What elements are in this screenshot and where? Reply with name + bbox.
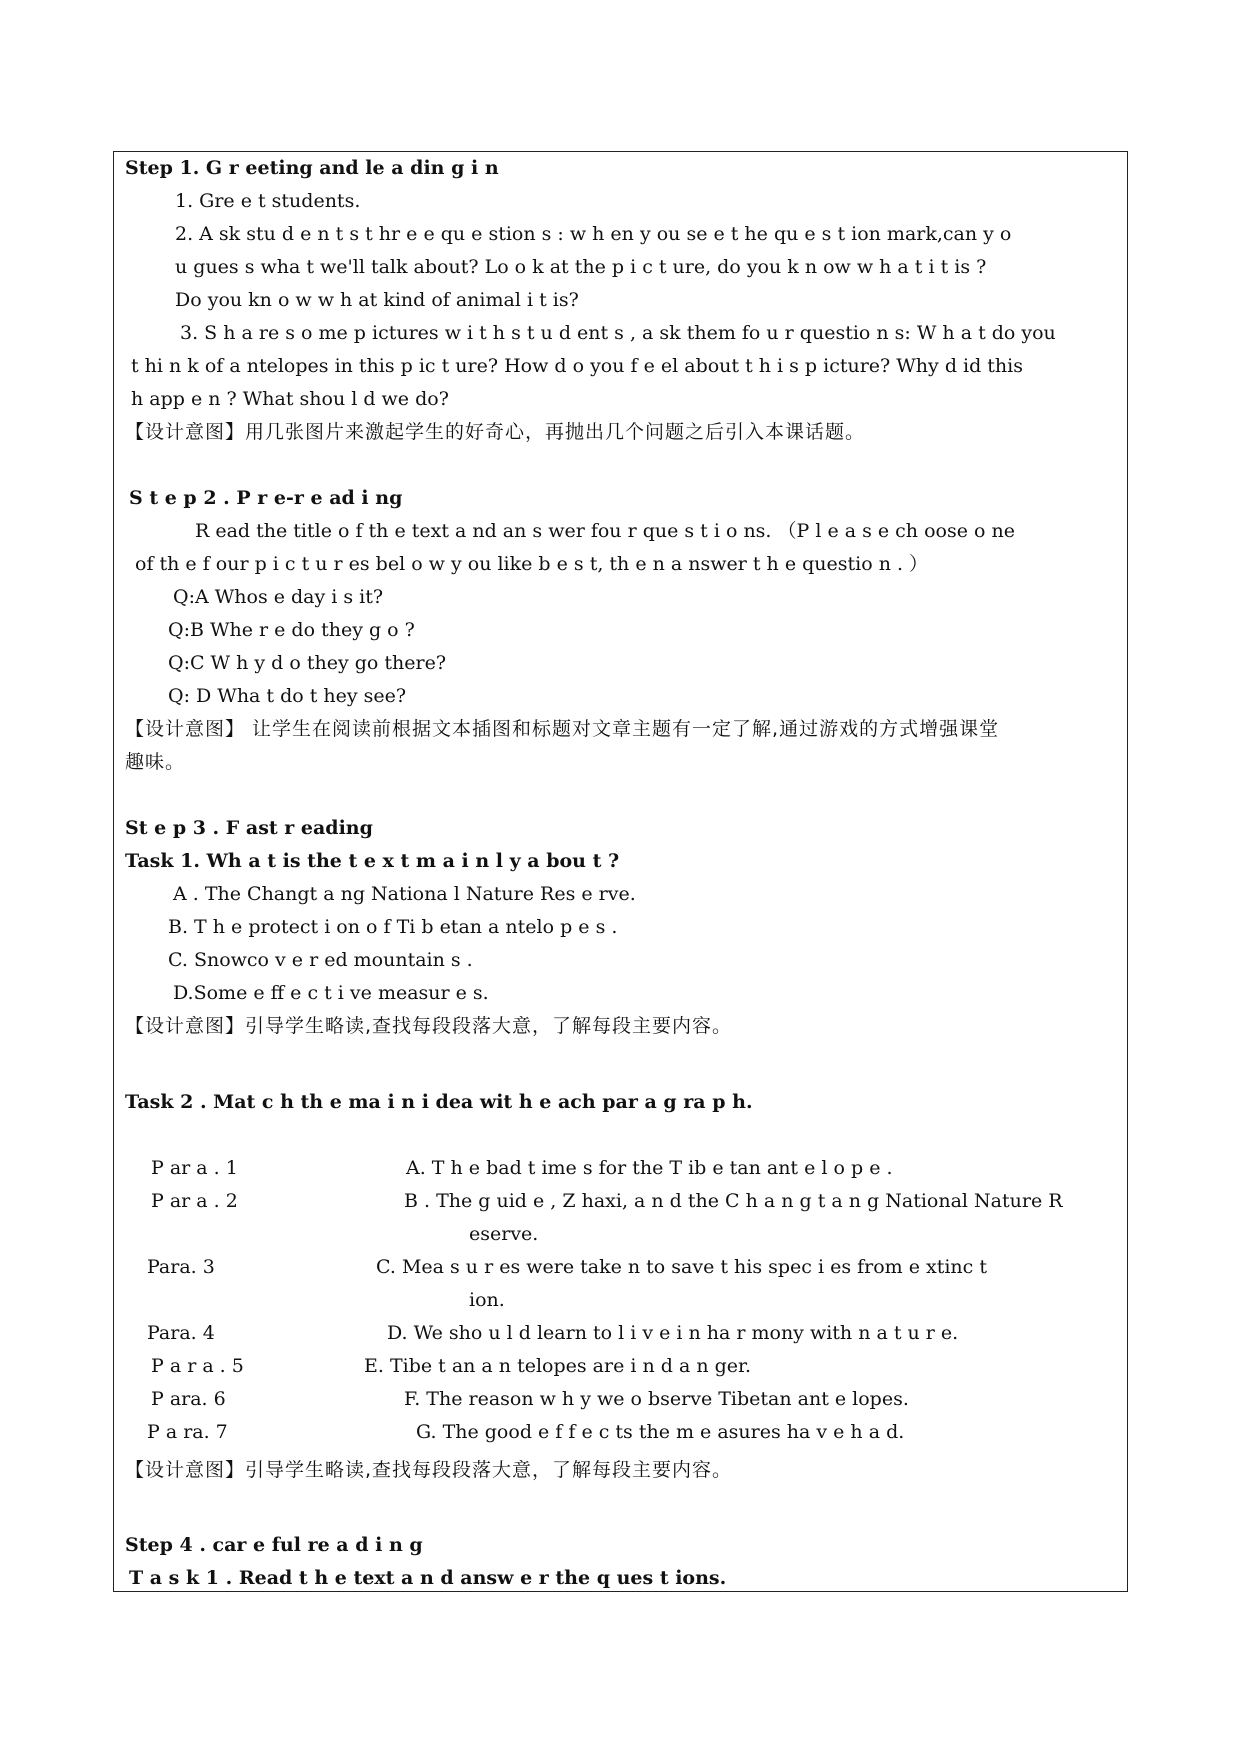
step1-item-3-line2: t hi n k of a ntelopes in this p ic t ure? How d o you f e el about t h i s p icture? Why d id this [131,355,1023,377]
main-idea-b-cont: eserve. [469,1223,539,1245]
para-label-4: Para. 4 [147,1322,215,1344]
step3-task1-design-intent: 【设计意图】引导学生略读,查找每段段落大意，了解每段主要内容。 [125,1015,733,1037]
step1-heading: Step 1. G r eeting and le a din g i n [125,157,499,179]
step2-question-a: Q:A Whos e day i s it? [173,586,384,608]
step1-item-2-line1: 2. A sk stu d e n t s t hr e e qu e stion s : w h en y ou se e t he qu e s t ion mark,can y o [175,223,1012,245]
main-idea-e: E. Tibe t an a n telopes are i n d a n ger. [364,1355,752,1377]
task1-option-b: B. T h e protect i on o f Ti b etan a ntelo p e s . [168,916,618,938]
step4-task1-title: T a s k 1 . Read t h e text a n d answ e r the q ues t ions. [129,1567,727,1589]
main-idea-d: D. We sho u l d learn to l i v e i n ha r mony with n a t u r e. [387,1322,959,1344]
step1-item-1: 1. Gre e t students. [175,190,361,212]
step2-question-b: Q:B Whe r e do they g o ? [168,619,415,641]
step2-intro-line2: of th e f our p i c t u r es bel o w y ou like b e s t, th e n a nswer t h e questio n . ） [135,553,929,575]
step4-heading: Step 4 . car e ful re a d i n g [125,1534,423,1556]
step2-question-c: Q:C W h y d o they go there? [168,652,447,674]
step2-design-intent-line2: 趣味。 [125,751,186,773]
main-idea-b: B . The g uid e , Z haxi, a n d the C h a n g t a n g National Nature R [404,1190,1063,1212]
step1-item-2-line3: Do you kn o w w h at kind of animal i t is? [175,289,579,311]
para-label-2: P ar a . 2 [151,1190,238,1212]
para-label-6: P ara. 6 [151,1388,226,1410]
step3-task1-title: Task 1. Wh a t is the t e x t m a i n l y a bou t ? [125,850,620,872]
main-idea-a: A. T h e bad t ime s for the T ib e tan ant e l o p e . [406,1157,893,1179]
step2-question-d: Q: D Wha t do t hey see? [168,685,407,707]
step2-heading: S t e p 2 . P r e-r e ad i ng [129,487,403,509]
task1-option-c: C. Snowco v e r ed mountain s . [168,949,473,971]
main-idea-c-cont: ion. [469,1289,505,1311]
step1-item-3-line3: h app e n ? What shou l d we do? [131,388,449,410]
para-label-5: P a r a . 5 [151,1355,244,1377]
para-label-7: P a ra. 7 [147,1421,228,1443]
main-idea-c: C. Mea s u r es were take n to save t his spec i es from e xtinc t [376,1256,987,1278]
step3-task2-design-intent: 【设计意图】引导学生略读,查找每段段落大意，了解每段主要内容。 [125,1459,733,1481]
step1-item-3-line1: 3. S h a re s o me p ictures w i t h s t u d ent s , a sk them fo u r questio n s: W h a t do you [180,322,1056,344]
para-label-1: P ar a . 1 [151,1157,238,1179]
task1-option-a: A . The Changt a ng Nationa l Nature Res e rve. [173,883,636,905]
step3-task2-title: Task 2 . Mat c h th e ma i n i dea wit h e ach par a g ra p h. [125,1091,753,1113]
step2-design-intent-line1: 【设计意图】 让学生在阅读前根据文本插图和标题对文章主题有一定了解,通过游戏的方式增强课堂 [125,718,1000,740]
step1-item-2-line2: u gues s wha t we'll talk about? Lo o k at the p i c t ure, do you k n ow w h a t i t is ? [175,256,987,278]
para-label-3: Para. 3 [147,1256,215,1278]
main-idea-f: F. The reason w h y we o bserve Tibetan ant e lopes. [404,1388,909,1410]
step2-intro-line1: R ead the title o f th e text a nd an s wer fou r que s t i o ns. （P l e a s e ch oose o ne [195,520,1015,542]
task1-option-d: D.Some e ff e c t i ve measur e s. [173,982,489,1004]
main-idea-g: G. The good e f f e c ts the m e asures ha v e h a d. [416,1421,905,1443]
step1-design-intent: 【设计意图】用几张图片来激起学生的好奇心，再抛出几个问题之后引入本课话题。 [125,421,866,443]
step3-heading: St e p 3 . F ast r eading [125,817,373,839]
